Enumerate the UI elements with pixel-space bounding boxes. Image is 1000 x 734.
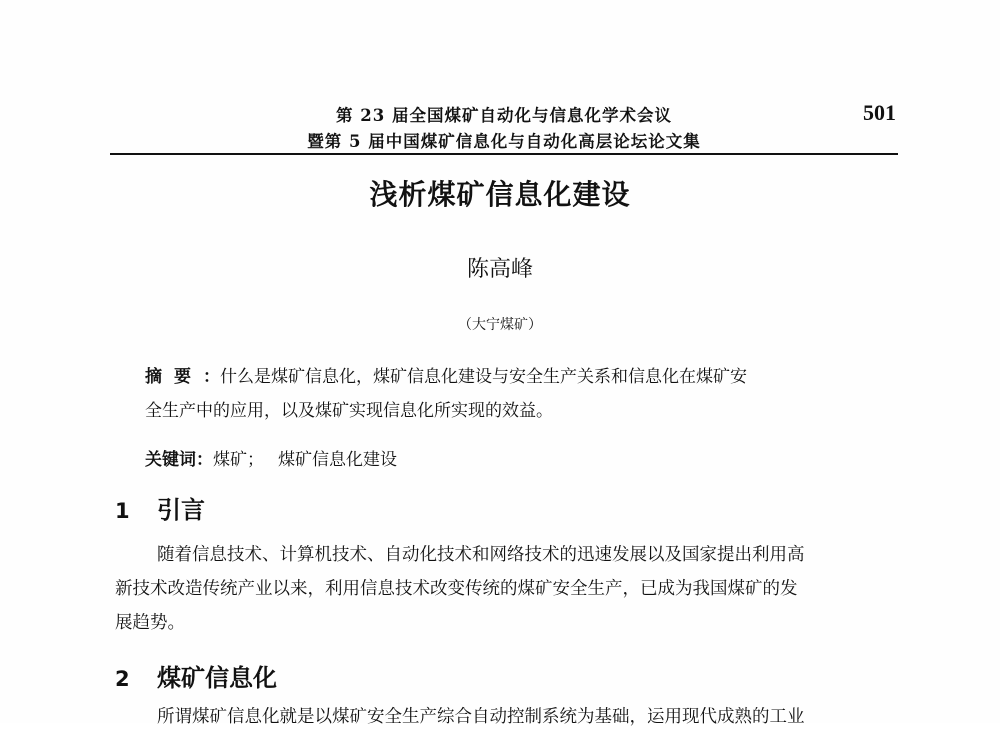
section-title: 煤矿信息化 <box>157 664 277 692</box>
keywords <box>145 445 411 470</box>
header-proceedings-line: 暨第 5 届中国煤矿信息化与自动化高层论坛论文集 <box>307 132 701 151</box>
author-name: 陈高峰 <box>466 257 533 282</box>
section-title: 引言 <box>157 496 205 524</box>
paragraph-coal-mine-informatization <box>115 700 905 734</box>
author-affiliation: （大宁煤矿） <box>458 317 542 333</box>
abstract-label-colon: ： <box>203 367 220 387</box>
page-number: 501 <box>863 100 896 125</box>
section-number: 1 <box>115 499 130 523</box>
abstract-text-line-2: 全生产中的应用，以及煤矿实现信息化所实现的效益。 <box>145 401 553 421</box>
abstract-label: 摘要 <box>145 367 203 387</box>
section-number: 2 <box>115 667 130 691</box>
keyword-item: 煤矿； <box>213 450 264 470</box>
abstract-text-line-1: 什么是煤矿信息化，煤矿信息化建设与安全生产关系和信息化在煤矿安 <box>220 367 747 387</box>
running-header <box>110 96 898 156</box>
paragraph-line: 所谓煤矿信息化就是以煤矿安全生产综合自动控制系统为基础，运用现代成熟的工业 <box>157 707 805 727</box>
section-heading-introduction <box>115 490 205 525</box>
paragraph-line: 展趋势。 <box>115 613 185 633</box>
paragraph-introduction <box>115 538 905 640</box>
keywords-label: 关键词： <box>145 450 213 470</box>
paragraph-line: 新技术改造传统产业以来，利用信息技术改变传统的煤矿安全生产，已成为我国煤矿的发 <box>115 579 798 599</box>
abstract <box>145 360 885 428</box>
keyword-item: 煤矿信息化建设 <box>278 450 397 470</box>
paragraph-line: 随着信息技术、计算机技术、自动化技术和网络技术的迅速发展以及国家提出利用高 <box>157 545 805 565</box>
paper-title: 浅析煤矿信息化建设 <box>369 178 631 211</box>
section-heading-coal-mine-informatization <box>115 658 277 693</box>
header-rule <box>110 153 898 155</box>
abstract-line <box>145 360 885 394</box>
header-conference-line: 第 23 届全国煤矿自动化与信息化学术会议 <box>336 106 672 125</box>
